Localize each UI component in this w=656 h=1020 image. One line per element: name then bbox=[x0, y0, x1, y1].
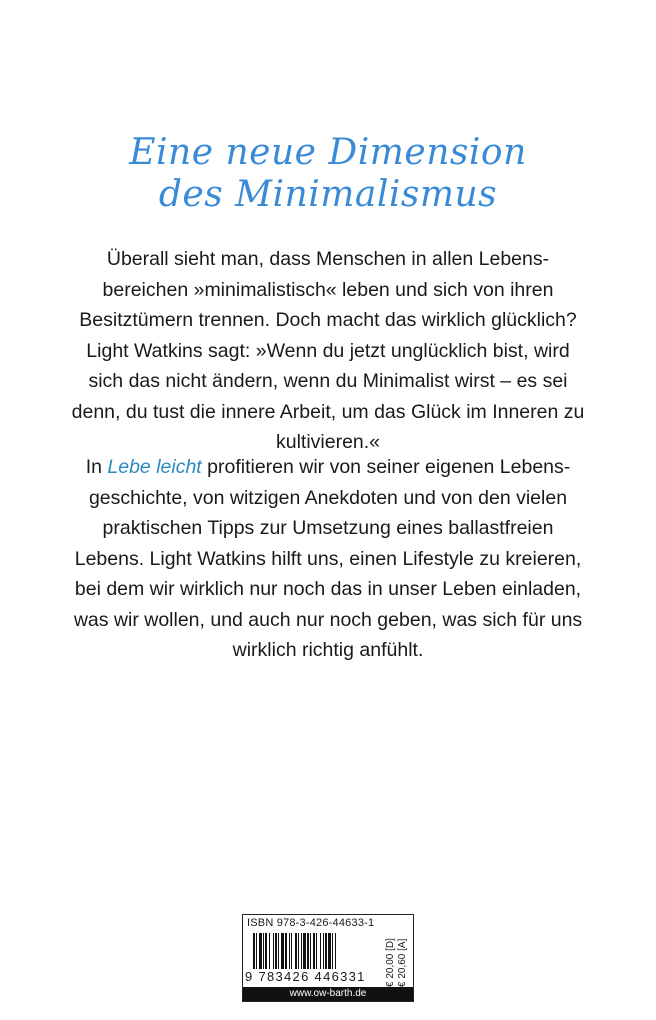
barcode-stripe bbox=[289, 933, 290, 969]
barcode-stripe bbox=[307, 933, 309, 969]
barcode-box bbox=[242, 914, 414, 1002]
barcode-stripe bbox=[328, 933, 331, 969]
barcode-stripe bbox=[259, 933, 262, 969]
handwritten-headline bbox=[129, 128, 527, 218]
barcode-stripe bbox=[295, 933, 297, 969]
ean-digits: 9 783426 446331 bbox=[245, 969, 366, 984]
blurb-paragraph-2 bbox=[68, 452, 588, 666]
barcode-stripe bbox=[301, 933, 302, 969]
barcode-stripe bbox=[325, 933, 327, 969]
headline bbox=[129, 128, 527, 218]
barcode-stripe bbox=[278, 933, 279, 969]
barcode-stripe bbox=[332, 933, 333, 969]
barcode-stripe bbox=[273, 933, 274, 969]
price-germany: € 20,00 [D] bbox=[385, 938, 396, 987]
barcode-stripe bbox=[263, 933, 264, 969]
headline-line1: Eine neue Dimension bbox=[129, 132, 527, 173]
barcode-stripe bbox=[310, 933, 311, 969]
barcode-stripe bbox=[323, 933, 324, 969]
barcode-stripe bbox=[320, 933, 321, 969]
paragraph2-rest: profitieren wir von seiner eigenen Lebensgeschichte, von witzigen Anekdoten und von den vielen praktischen Tipps zur Umsetzung eines ballastfreien Lebens. Light Watkins hilft uns, einen Lifestyle zu kreieren, bei dem wir wirklich nur noch das in unser Leben einladen, was wir wollen, und auch nur noch geben, was sich für uns wirklich richtig anfühlt. bbox=[73, 456, 583, 661]
book-title: Lebe leicht bbox=[107, 456, 202, 478]
barcode-stripe bbox=[335, 933, 336, 969]
barcode-stripe bbox=[303, 933, 306, 969]
barcode-stripe bbox=[281, 933, 284, 969]
barcode-stripe bbox=[269, 933, 270, 969]
blurb-paragraph-1: Überall sieht man, dass Menschen in allen Lebensbereichen »minimalistisch« leben und sich von ihren Besitztümern trennen. Doch macht das wirklich glücklich? Light Watkins sagt: »Wenn du jetzt unglücklich bist, wird sich das nicht ändern, wenn du Minimalist wirst – es sei denn, du tust die innere Arbeit, um das Glück im Inneren zu kultivieren.« bbox=[71, 248, 585, 453]
barcode-icon bbox=[253, 933, 381, 973]
price-column bbox=[383, 931, 409, 987]
barcode-stripe bbox=[291, 933, 292, 969]
barcode-stripe bbox=[253, 933, 255, 969]
barcode-stripe bbox=[275, 933, 277, 969]
isbn-number: ISBN 978-3-426-44633-1 bbox=[247, 917, 375, 929]
price-austria: € 20,60 [A] bbox=[397, 938, 408, 987]
barcode-stripe bbox=[313, 933, 315, 969]
barcode-stripe bbox=[265, 933, 267, 969]
barcode-stripe bbox=[316, 933, 317, 969]
headline-line2: des Minimalismus bbox=[158, 174, 498, 215]
paragraph2-prefix: In bbox=[85, 456, 108, 478]
publisher-url: www.ow-barth.de bbox=[243, 987, 413, 1001]
barcode-stripe bbox=[285, 933, 287, 969]
barcode-stripe bbox=[256, 933, 257, 969]
barcode-stripe bbox=[298, 933, 299, 969]
